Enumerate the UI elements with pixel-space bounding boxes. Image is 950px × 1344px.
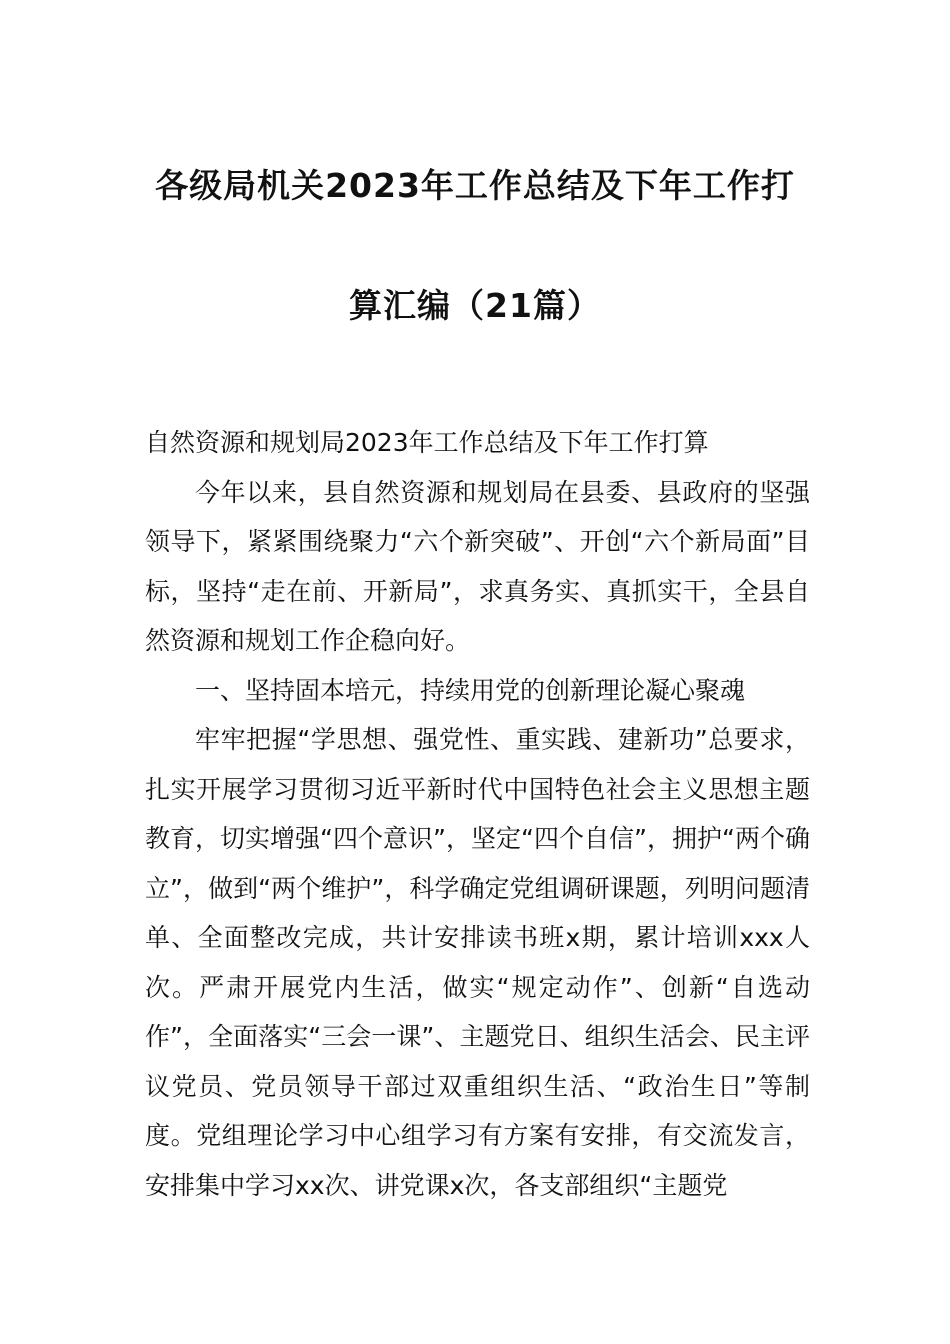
section-subtitle: 自然资源和规划局2023年工作总结及下年工作打算	[145, 428, 709, 457]
paragraph-intro: 今年以来，县自然资源和规划局在县委、县政府的坚强领导下，紧紧围绕聚力“六个新突破”、开创“六个新局面”目标，坚持“走在前、开新局”，求真务实、真抓实干，全县自然资源和规划工作企稳向好。	[145, 477, 810, 655]
document-title-line-2: 算汇编（21篇）	[349, 286, 601, 325]
document-title-line-1: 各级局机关2023年工作总结及下年工作打	[155, 166, 795, 205]
paragraph-section-1: 牢牢把握“学思想、强党性、重实践、建新功”总要求，扎实开展学习贯彻习近平新时代中国特色社会主义思想主题教育，切实增强“四个意识”，坚定“四个自信”，拥护“两个确立”，做到“两个维护”，科学确定党组调研课题，列明问题清单、全面整改完成，共计安排读书班x期，累计培训xxx人次。严肃开展党内生活，做实“规定动作”、创新“自选动作”，全面落实“三会一课”、主题党日、组织生活会、民主评议党员、党员领导干部过双重组织生活、“政治生日”等制度。党组理论学习中心组学习有方案有安排，有交流发言，安排集中学习xx次、讲党课x次，各支部组织“主题党	[145, 725, 810, 1200]
document-body	[145, 418, 810, 1210]
section-heading-1: 一、坚持固本培元，持续用党的创新理论凝心聚魂	[195, 675, 746, 705]
